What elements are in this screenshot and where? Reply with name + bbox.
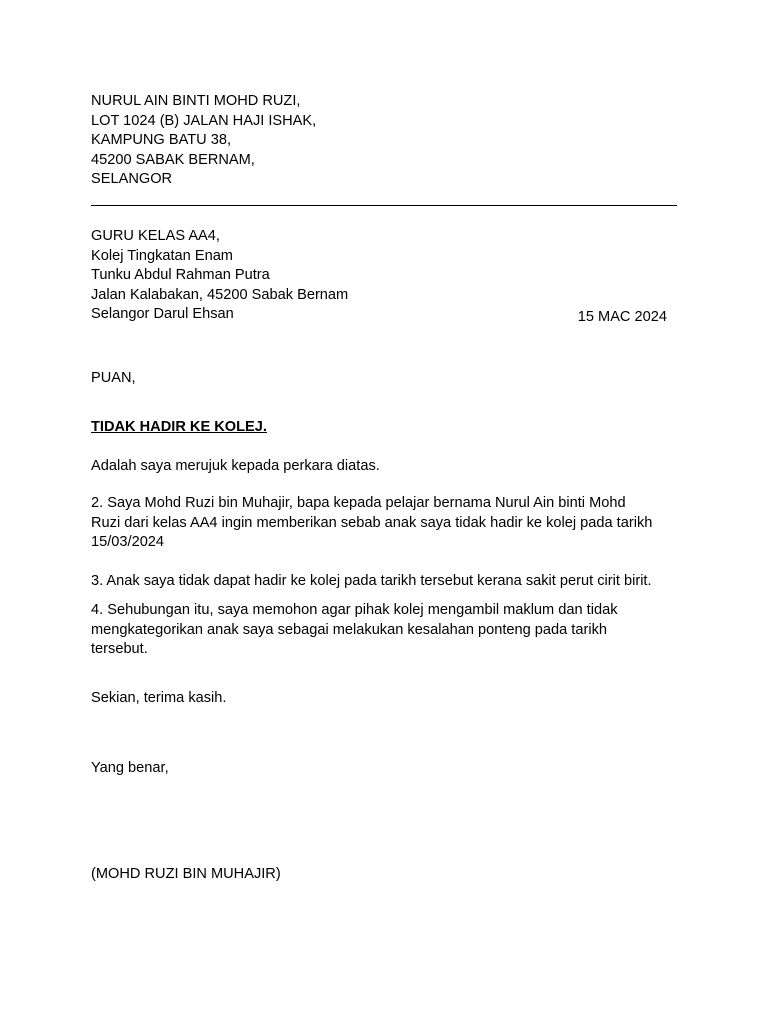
separator-line xyxy=(91,205,677,206)
paragraph-line: tersebut. xyxy=(91,641,148,657)
sender-address-line: 45200 SABAK BERNAM, xyxy=(91,151,255,168)
paragraph-line: 4. Sehubungan itu, saya memohon agar pihak kolej mengambil maklum dan tidak xyxy=(91,602,618,618)
signatory-name: (MOHD RUZI BIN MUHAJIR) xyxy=(91,866,281,882)
sender-address-line: LOT 1024 (B) JALAN HAJI ISHAK, xyxy=(91,112,317,129)
salutation: PUAN, xyxy=(91,370,136,386)
complimentary-close: Yang benar, xyxy=(91,760,169,776)
sender-address-line: SELANGOR xyxy=(91,171,173,187)
paragraph-line: mengkategorikan anak saya sebagai melakukan kesalahan ponteng pada tarikh xyxy=(91,621,607,638)
recipient-address-line: Jalan Kalabakan, 45200 Sabak Bernam xyxy=(91,286,349,303)
letter-date: 15 MAC 2024 xyxy=(577,309,667,325)
paragraph-3: 3. Anak saya tidak dapat hadir ke kolej pada tarikh tersebut kerana sakit perut cirit birit. xyxy=(91,573,652,589)
paragraph-4 xyxy=(91,601,691,660)
closing-remark: Sekian, terima kasih. xyxy=(91,690,227,706)
paragraph-1: Adalah saya merujuk kepada perkara diatas. xyxy=(91,458,380,474)
paragraph-line: 15/03/2024 xyxy=(91,534,165,550)
recipient-address-line: Kolej Tingkatan Enam xyxy=(91,247,233,264)
paragraph-2 xyxy=(91,494,691,553)
sender-address-line: NURUL AIN BINTI MOHD RUZI, xyxy=(91,93,301,109)
paragraph-line: 2. Saya Mohd Ruzi bin Muhajir, bapa kepada pelajar bernama Nurul Ain binti Mohd xyxy=(91,495,626,511)
sender-address xyxy=(91,92,316,190)
recipient-address xyxy=(91,227,348,325)
recipient-address-line: GURU KELAS AA4, xyxy=(91,228,220,244)
sender-address-line: KAMPUNG BATU 38, xyxy=(91,132,232,148)
recipient-address-line: Selangor Darul Ehsan xyxy=(91,306,234,322)
paragraph-line: Ruzi dari kelas AA4 ingin memberikan sebab anak saya tidak hadir ke kolej pada tarikh xyxy=(91,514,653,531)
recipient-address-line: Tunku Abdul Rahman Putra xyxy=(91,267,270,283)
letter-subject: TIDAK HADIR KE KOLEJ. xyxy=(91,419,267,435)
